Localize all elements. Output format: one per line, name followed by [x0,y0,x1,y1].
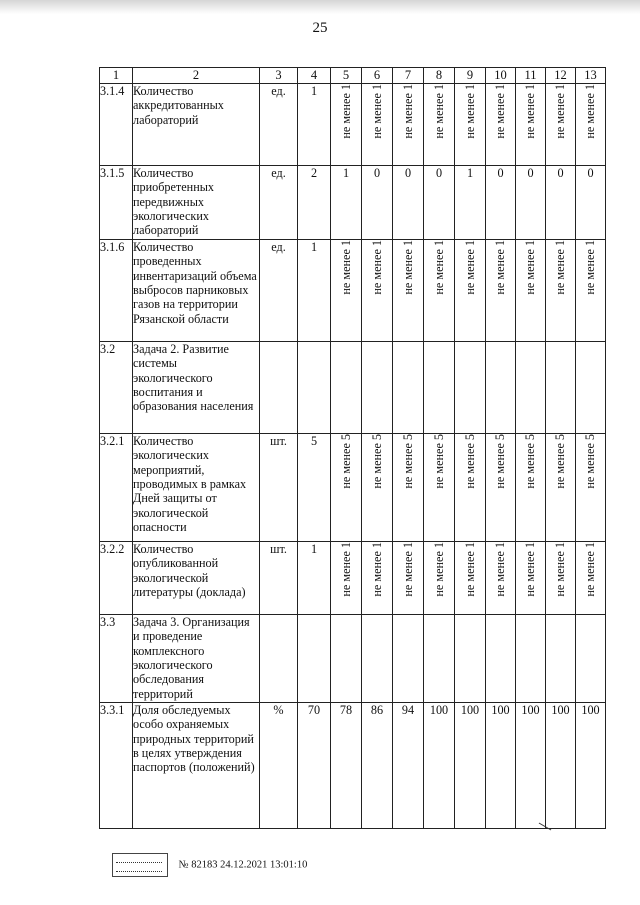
header-cell: 5 [331,68,362,84]
header-cell: 8 [424,68,455,84]
cell-value: не менее 5 [493,433,508,489]
cell-value: не менее 5 [462,433,477,489]
value-cell [546,341,576,433]
row-number: 3.3 [100,614,133,702]
indicator-name: Количество проведенных инвентаризаций объема выбросов парниковых газов на территории Рязанской области [133,239,260,341]
cell-value: не менее 1 [583,83,598,139]
document-registration: № 82183 24.12.2021 13:01:10 [178,859,308,871]
unit-cell: ед. [260,165,298,239]
header-cell: 12 [546,68,576,84]
base-value-cell: 70 [298,702,331,828]
table-row [100,614,606,702]
header-cell: 13 [576,68,606,84]
base-value-cell: 5 [298,433,331,541]
cell-value: не менее 5 [583,433,598,489]
value-cell [546,433,576,541]
unit-cell: шт. [260,433,298,541]
value-cell: 100 [576,702,606,828]
cell-value: не менее 5 [369,433,384,489]
value-cell [576,433,606,541]
cell-value: не менее 1 [493,239,508,295]
value-cell [393,83,424,165]
value-cell: 100 [486,702,516,828]
page-number: 25 [312,20,328,36]
value-cell [516,433,546,541]
row-number: 3.2.1 [100,433,133,541]
value-cell [424,83,455,165]
cell-value: не менее 1 [369,83,384,139]
value-cell [362,239,393,341]
indicators-table [99,67,606,829]
cell-value: не менее 1 [431,541,446,597]
scan-edge [0,0,640,14]
unit-cell [260,614,298,702]
cell-value: не менее 1 [400,541,415,597]
value-cell: 0 [486,165,516,239]
value-cell [393,541,424,614]
cell-value: не менее 1 [493,541,508,597]
value-cell: 100 [546,702,576,828]
value-cell [331,433,362,541]
value-cell [331,614,362,702]
cell-value: не менее 1 [431,83,446,139]
header-cell: 3 [260,68,298,84]
base-value-cell [298,614,331,702]
value-cell [362,541,393,614]
indicator-name: Доля обследуемых особо охраняемых природных территорий в целях утверждения паспортов (положений) [133,702,260,828]
unit-cell: ед. [260,239,298,341]
row-number: 3.2 [100,341,133,433]
header-cell: 7 [393,68,424,84]
cell-value: не менее 1 [462,83,477,139]
value-cell [486,239,516,341]
cell-value: не менее 1 [553,83,568,139]
row-number: 3.1.5 [100,165,133,239]
cell-value: не менее 1 [523,239,538,295]
value-cell [455,239,486,341]
cell-value: не менее 1 [338,83,353,139]
header-cell: 1 [100,68,133,84]
value-cell [455,341,486,433]
cell-value: не менее 1 [369,239,384,295]
cell-value: не менее 1 [338,239,353,295]
table-row [100,83,606,165]
value-cell [455,433,486,541]
value-cell [516,239,546,341]
value-cell [516,341,546,433]
value-cell [393,614,424,702]
value-cell [455,614,486,702]
unit-cell: % [260,702,298,828]
value-cell [486,541,516,614]
value-cell [424,341,455,433]
unit-cell [260,341,298,433]
cell-value: не менее 5 [523,433,538,489]
indicator-name: Количество экологических мероприятий, проводимых в рамках Дней защиты от экологической опасности [133,433,260,541]
header-cell: 4 [298,68,331,84]
cell-value: не менее 1 [523,83,538,139]
value-cell [362,341,393,433]
value-cell [486,433,516,541]
header-cell: 9 [455,68,486,84]
cell-value: не менее 5 [400,433,415,489]
table-body [100,83,606,828]
value-cell [576,83,606,165]
table-row [100,341,606,433]
value-cell: 0 [516,165,546,239]
value-cell [455,83,486,165]
value-cell [393,239,424,341]
cell-value: не менее 1 [400,83,415,139]
cell-value: не менее 1 [338,541,353,597]
document-footer [112,853,307,877]
value-cell: 100 [516,702,546,828]
row-number: 3.2.2 [100,541,133,614]
table-row [100,702,606,828]
indicator-name: Количество опубликованной экологической литературы (доклада) [133,541,260,614]
value-cell: 1 [331,165,362,239]
header-cell: 2 [133,68,260,84]
value-cell [331,239,362,341]
value-cell [576,541,606,614]
base-value-cell: 2 [298,165,331,239]
value-cell: 78 [331,702,362,828]
registration-stamp-icon [112,853,168,877]
value-cell [362,83,393,165]
header-row [100,68,606,84]
value-cell [546,614,576,702]
value-cell [576,239,606,341]
cell-value: не менее 1 [553,239,568,295]
cell-value: не менее 1 [462,541,477,597]
value-cell: 100 [455,702,486,828]
value-cell [546,239,576,341]
base-value-cell: 1 [298,239,331,341]
value-cell [486,83,516,165]
row-number: 3.1.6 [100,239,133,341]
value-cell [424,433,455,541]
header-cell: 10 [486,68,516,84]
table-row [100,541,606,614]
cell-value: не менее 1 [583,239,598,295]
value-cell: 1 [455,165,486,239]
value-cell [486,341,516,433]
indicator-name: Задача 3. Организация и проведение комплексного экологического обследования территорий [133,614,260,702]
value-cell [362,433,393,541]
value-cell: 100 [424,702,455,828]
value-cell: 0 [576,165,606,239]
value-cell [362,614,393,702]
cell-value: не менее 1 [583,541,598,597]
value-cell: 0 [546,165,576,239]
value-cell [455,541,486,614]
value-cell [576,341,606,433]
value-cell [486,614,516,702]
base-value-cell: 1 [298,541,331,614]
row-number: 3.3.1 [100,702,133,828]
cell-value: не менее 5 [338,433,353,489]
cell-value: не менее 1 [523,541,538,597]
unit-cell: шт. [260,541,298,614]
row-number: 3.1.4 [100,83,133,165]
cell-value: не менее 1 [493,83,508,139]
value-cell: 86 [362,702,393,828]
header-cell: 6 [362,68,393,84]
value-cell [393,341,424,433]
cell-value: не менее 1 [369,541,384,597]
value-cell [424,239,455,341]
value-cell [546,83,576,165]
value-cell [546,541,576,614]
cell-value: не менее 1 [400,239,415,295]
table-row [100,433,606,541]
value-cell: 94 [393,702,424,828]
value-cell [393,433,424,541]
value-cell [516,541,546,614]
value-cell [331,541,362,614]
indicator-name: Количество приобретенных передвижных экологических лабораторий [133,165,260,239]
indicator-name: Задача 2. Развитие системы экологического воспитания и образования населения [133,341,260,433]
table-row [100,239,606,341]
unit-cell: ед. [260,83,298,165]
value-cell [424,541,455,614]
value-cell [424,614,455,702]
value-cell [516,83,546,165]
value-cell: 0 [362,165,393,239]
value-cell [331,83,362,165]
value-cell: 0 [424,165,455,239]
base-value-cell [298,341,331,433]
value-cell: 0 [393,165,424,239]
value-cell [516,614,546,702]
cell-value: не менее 5 [553,433,568,489]
cell-value: не менее 1 [431,239,446,295]
cell-value: не менее 1 [553,541,568,597]
cell-value: не менее 1 [462,239,477,295]
cell-value: не менее 5 [431,433,446,489]
header-cell: 11 [516,68,546,84]
base-value-cell: 1 [298,83,331,165]
value-cell [576,614,606,702]
table-row [100,165,606,239]
value-cell [331,341,362,433]
indicator-name: Количество аккредитованных лабораторий [133,83,260,165]
